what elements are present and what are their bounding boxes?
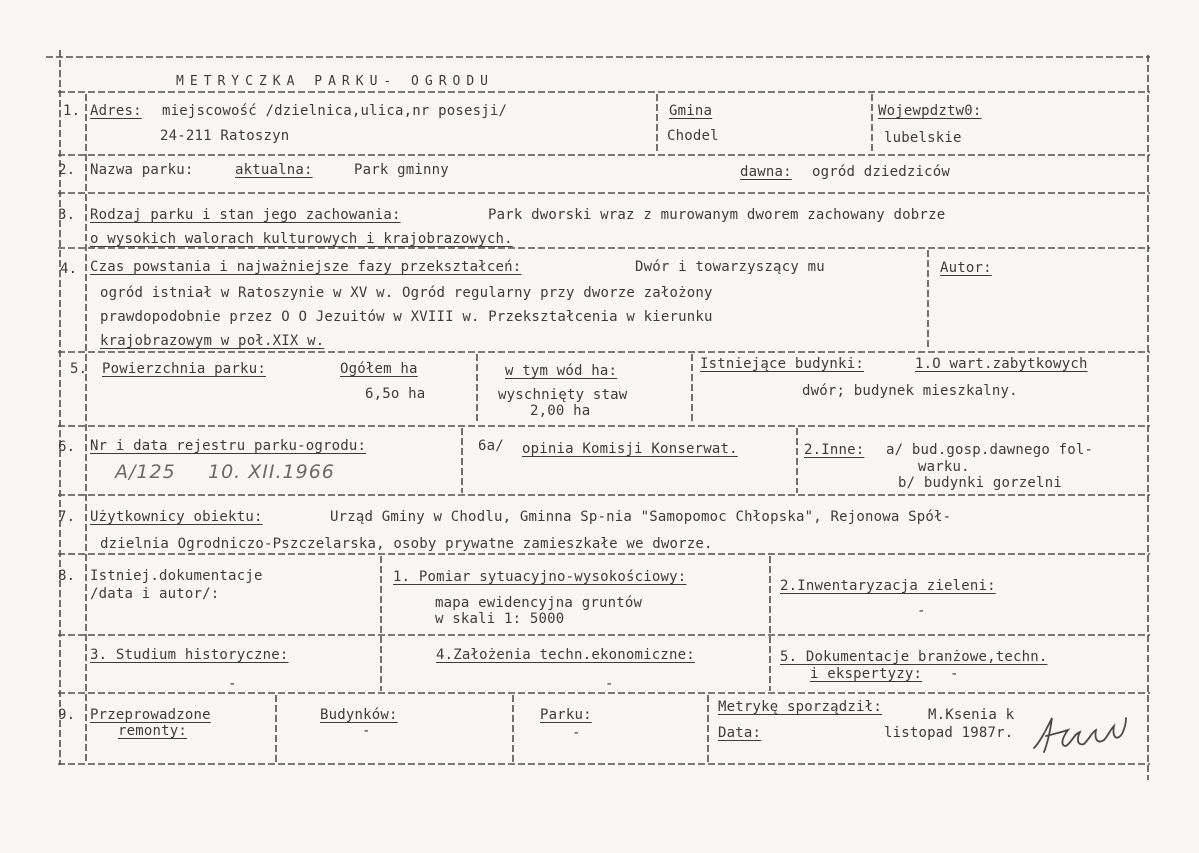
- current-name-value: Park gminny: [354, 162, 449, 178]
- users-line-2: dzielnia Ogrodniczo-Pszczelarska, osoby prywatne zamieszkałe we dworze.: [100, 536, 713, 552]
- buildings-label: Istniejące budynki:: [700, 356, 864, 372]
- section-1-number: 1.: [63, 103, 81, 119]
- historical-study-label: 3. Studium historyczne:: [90, 647, 289, 663]
- users-label: Użytkownicy obiektu:: [90, 509, 263, 525]
- water-area-label: w tym wód ha:: [505, 363, 618, 379]
- park-renovation-label: Parku:: [540, 707, 592, 723]
- section-8-number: 8.: [58, 568, 76, 584]
- park-type-line-1: Park dworski wraz z murowanym dworem zachowany dobrze: [488, 207, 946, 223]
- section-2-number: 2.: [58, 162, 76, 178]
- history-line-1: Dwór i towarzyszący mu: [635, 259, 825, 275]
- water-area-value-2: 2,00 ha: [530, 403, 591, 419]
- park-type-label: Rodzaj parku i stan jego zachowania:: [90, 207, 401, 223]
- author-label: Autor:: [940, 260, 992, 276]
- register-date: 10. XII.1966: [208, 461, 335, 483]
- other-a-line-2: warku.: [918, 459, 970, 475]
- historical-study-value: -: [228, 676, 237, 692]
- renovations-label-1: Przeprowadzone: [90, 707, 211, 723]
- documentation-label-2: /data i autor/:: [90, 586, 220, 602]
- branch-docs-label-2: i ekspertyzy:: [810, 666, 923, 682]
- branch-docs-value: -: [950, 666, 959, 682]
- park-name-label: Nazwa parku:: [90, 162, 194, 178]
- history-line-4: krajobrazowym w poł.XIX w.: [100, 333, 325, 349]
- area-label: Powierzchnia parku:: [102, 361, 266, 377]
- survey-label: 1. Pomiar sytuacyjno-wysokościowy:: [393, 569, 687, 585]
- history-label: Czas powstania i najważniejsze fazy przekształceń:: [90, 259, 522, 275]
- other-label: 2.Inne:: [804, 442, 865, 458]
- voivodeship-value: lubelskie: [884, 130, 962, 146]
- date-value: listopad 1987r.: [884, 725, 1014, 741]
- opinion-label: opinia Komisji Konserwat.: [522, 441, 738, 457]
- other-a-line-1: a/ bud.gosp.dawnego fol-: [886, 442, 1094, 458]
- buildings-value-1: 1.O wart.zabytkowych: [915, 356, 1088, 372]
- voivodeship-label: Wojewpdztw0:: [878, 103, 982, 119]
- former-name-value: ogród dziedziców: [812, 164, 951, 180]
- buildings-value-2: dwór; budynek mieszkalny.: [802, 383, 1018, 399]
- park-renovation-value: -: [572, 725, 581, 741]
- date-label: Data:: [718, 725, 762, 741]
- park-type-line-2: o wysokich walorach kulturowych i krajobrazowych.: [90, 231, 513, 247]
- tech-economic-label: 4.Założenia techn.ekonomiczne:: [436, 647, 695, 663]
- address-label: Adres:: [90, 103, 142, 119]
- register-number: A/125: [115, 461, 176, 483]
- signature: [1032, 712, 1128, 756]
- section-7-number: 7.: [58, 509, 76, 525]
- survey-value-2: w skali 1: 5000: [435, 611, 565, 627]
- section-6-number: 6.: [58, 439, 76, 455]
- branch-docs-label-1: 5. Dokumentacje branżowe,techn.: [780, 649, 1048, 665]
- register-label: Nr i data rejestru parku-ogrodu:: [90, 438, 367, 454]
- users-line-1: Urząd Gminy w Chodlu, Gminna Sp-nia "Samopomoc Chłopska", Rejonowa Spół-: [330, 509, 952, 525]
- buildings-renovation-label: Budynków:: [320, 707, 398, 723]
- former-name-label: dawna:: [740, 164, 792, 180]
- tech-economic-value: -: [605, 676, 614, 692]
- other-b: b/ budynki gorzelni: [898, 475, 1062, 491]
- section-4-number: 4.: [60, 261, 78, 277]
- section-5-number: 5.: [70, 361, 88, 377]
- gmina-value: Chodel: [667, 128, 719, 144]
- survey-value-1: mapa ewidencyjna gruntów: [435, 595, 643, 611]
- history-line-2: ogród istniał w Ratoszynie w XV w. Ogród regularny przy dworze założony: [100, 285, 713, 301]
- documentation-label-1: Istniej.dokumentacje: [90, 568, 263, 584]
- card-title: METRYCZKA PARKU- OGRODU: [176, 74, 495, 89]
- water-area-value-1: wyschnięty staw: [498, 387, 628, 403]
- section-9-number: 9.: [58, 707, 76, 723]
- buildings-renovation-value: -: [362, 723, 371, 739]
- current-name-label: aktualna:: [235, 162, 313, 178]
- total-area-value: 6,5o ha: [365, 386, 426, 402]
- prepared-by-label: Metrykę sporządził:: [718, 699, 882, 715]
- renovations-label-2: remonty:: [118, 723, 188, 739]
- prepared-by-value: M.Ksenia k: [928, 707, 1015, 723]
- history-line-3: prawdopodobnie przez O O Jezuitów w XVIII w. Przekształcenia w kierunku: [100, 309, 713, 325]
- greenery-inventory-label: 2.Inwentaryzacja zieleni:: [780, 578, 996, 594]
- address-value: 24-211 Ratoszyn: [160, 128, 290, 144]
- opinion-number: 6a/: [478, 438, 504, 454]
- section-3-number: 3.: [58, 207, 76, 223]
- greenery-inventory-value: -: [917, 603, 926, 619]
- total-area-label: Ogółem ha: [340, 361, 418, 377]
- gmina-label: Gmina: [669, 103, 713, 119]
- address-label-detail: miejscowość /dzielnica,ulica,nr posesji/: [162, 103, 508, 119]
